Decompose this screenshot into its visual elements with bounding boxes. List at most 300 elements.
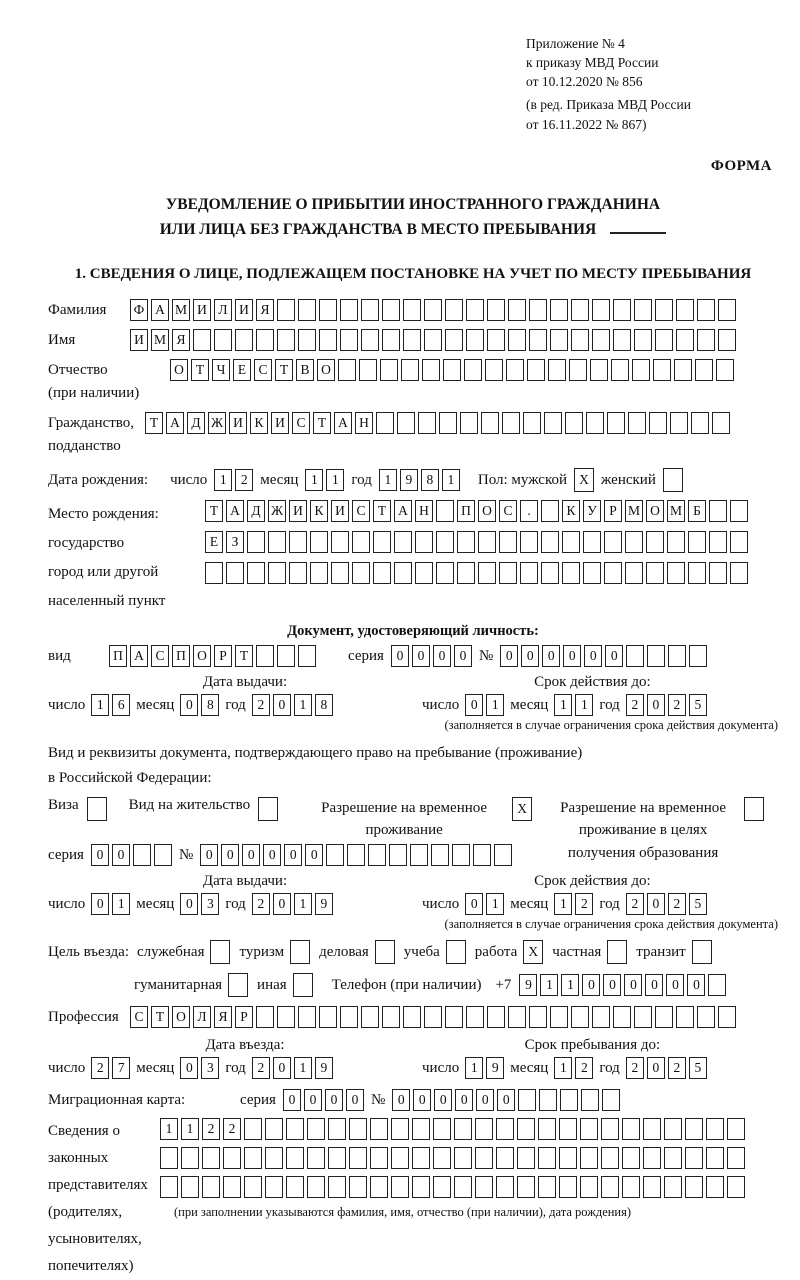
char-cell xyxy=(541,500,559,522)
char-cell xyxy=(565,412,583,434)
char-cell: Т xyxy=(205,500,223,522)
char-cell: Р xyxy=(604,500,622,522)
year-label: год xyxy=(225,895,246,912)
char-cell xyxy=(718,329,736,351)
representatives-boxes-block xyxy=(160,1118,745,1220)
char-cell: 0 xyxy=(242,844,260,866)
char-cell xyxy=(193,329,211,351)
char-cell xyxy=(559,1147,577,1169)
char-cell xyxy=(607,940,627,964)
char-cell: 9 xyxy=(315,893,333,915)
temp-permit-label: Разрешение на временное проживание xyxy=(321,799,488,839)
char-cell: 0 xyxy=(500,645,518,667)
char-cell xyxy=(653,359,671,381)
char-cell xyxy=(256,1006,274,1028)
char-cell xyxy=(634,1006,652,1028)
char-cell xyxy=(685,1118,703,1140)
purpose-option: работа X xyxy=(475,940,544,964)
appendix-line: от 10.12.2020 № 856 xyxy=(526,74,643,90)
representatives-boxes-row3 xyxy=(160,1176,745,1198)
issue-day-boxes xyxy=(91,694,130,716)
citizenship-label: Гражданство, подданство xyxy=(48,415,135,455)
char-cell xyxy=(394,562,412,584)
char-cell xyxy=(380,359,398,381)
month-label: месяц xyxy=(136,895,175,912)
char-cell: Т xyxy=(373,500,391,522)
char-cell: З xyxy=(226,531,244,553)
char-cell xyxy=(289,562,307,584)
char-cell: 0 xyxy=(497,1089,515,1111)
char-cell xyxy=(664,1118,682,1140)
char-cell xyxy=(496,1118,514,1140)
char-cell xyxy=(443,359,461,381)
char-cell xyxy=(436,562,454,584)
char-cell: 1 xyxy=(554,1057,572,1079)
entry-year-boxes xyxy=(252,1057,333,1079)
char-cell: М xyxy=(625,500,643,522)
section1-title: 1. СВЕДЕНИЯ О ЛИЦЕ, ПОДЛЕЖАЩЕМ ПОСТАНОВКЕ НА УЧЕТ ПО МЕСТУ ПРЕБЫВАНИЯ xyxy=(74,266,752,283)
char-cell xyxy=(370,1176,388,1198)
char-cell xyxy=(667,562,685,584)
citizenship-boxes xyxy=(145,412,730,434)
stay-year-boxes xyxy=(626,1057,707,1079)
char-cell xyxy=(613,1006,631,1028)
char-cell xyxy=(298,329,316,351)
char-cell: О xyxy=(646,500,664,522)
residence-intro2: в Российской Федерации: xyxy=(48,770,212,787)
char-cell: Р xyxy=(235,1006,253,1028)
char-cell: И xyxy=(229,412,247,434)
char-cell: 1 xyxy=(91,694,109,716)
birthdate-row xyxy=(48,468,778,492)
char-cell xyxy=(592,299,610,321)
char-cell xyxy=(352,562,370,584)
char-cell xyxy=(508,329,526,351)
char-cell xyxy=(643,1176,661,1198)
char-cell xyxy=(412,1147,430,1169)
char-cell: М xyxy=(667,500,685,522)
birthplace-boxes-block xyxy=(205,500,748,584)
char-cell xyxy=(436,531,454,553)
char-cell xyxy=(268,562,286,584)
valid-day-boxes xyxy=(465,893,504,915)
char-cell xyxy=(560,1089,578,1111)
char-cell xyxy=(592,329,610,351)
char-cell xyxy=(389,844,407,866)
identity-series-label: серия xyxy=(348,647,384,664)
char-cell xyxy=(412,1176,430,1198)
char-cell xyxy=(154,844,172,866)
temp-permit-checkbox xyxy=(512,797,532,821)
char-cell xyxy=(352,531,370,553)
char-cell xyxy=(307,1147,325,1169)
char-cell xyxy=(452,844,470,866)
profession-row xyxy=(48,1006,778,1029)
char-cell: 0 xyxy=(666,974,684,996)
char-cell: С xyxy=(130,1006,148,1028)
char-cell xyxy=(391,1118,409,1140)
char-cell xyxy=(466,299,484,321)
migration-series-label: серия xyxy=(240,1091,276,1108)
char-cell xyxy=(228,973,248,997)
sex-male-checkbox xyxy=(574,468,594,492)
char-cell: О xyxy=(170,359,188,381)
year-label: год xyxy=(599,696,620,713)
char-cell xyxy=(349,1147,367,1169)
char-cell xyxy=(244,1118,262,1140)
entry-day-boxes xyxy=(91,1057,130,1079)
char-cell xyxy=(592,1006,610,1028)
char-cell: 1 xyxy=(465,1057,483,1079)
char-cell: 2 xyxy=(668,694,686,716)
char-cell: 0 xyxy=(263,844,281,866)
char-cell: 7 xyxy=(112,1057,130,1079)
char-cell xyxy=(494,844,512,866)
char-cell xyxy=(562,531,580,553)
surname-label: Фамилия xyxy=(48,302,107,319)
char-cell: . xyxy=(520,500,538,522)
char-cell xyxy=(433,1118,451,1140)
char-cell xyxy=(223,1176,241,1198)
char-cell xyxy=(622,1147,640,1169)
char-cell xyxy=(590,359,608,381)
title-blank-underline xyxy=(610,232,666,234)
char-cell: П xyxy=(172,645,190,667)
purpose-row1 xyxy=(48,940,778,964)
char-cell xyxy=(496,1176,514,1198)
char-cell xyxy=(247,562,265,584)
form-title-line2: ИЛИ ЛИЦА БЕЗ ГРАЖДАНСТВА В МЕСТО ПРЕБЫВАНИЯ xyxy=(48,218,778,243)
phone-boxes xyxy=(519,974,726,996)
char-cell xyxy=(338,359,356,381)
char-cell xyxy=(706,1118,724,1140)
char-cell xyxy=(373,531,391,553)
char-cell xyxy=(529,299,547,321)
char-cell xyxy=(473,844,491,866)
char-cell xyxy=(538,1118,556,1140)
patronymic-row xyxy=(48,359,778,405)
migration-card-label: Миграционная карта: xyxy=(48,1091,186,1108)
char-cell xyxy=(550,1006,568,1028)
identity-valid-group xyxy=(422,674,707,716)
purpose-option: иная xyxy=(257,973,313,997)
valid-year-boxes xyxy=(626,694,707,716)
char-cell xyxy=(523,412,541,434)
char-cell: 2 xyxy=(668,1057,686,1079)
char-cell: 0 xyxy=(563,645,581,667)
residence-permit-label: Вид на жительство xyxy=(128,796,251,813)
char-cell: И xyxy=(130,329,148,351)
char-cell: 0 xyxy=(647,893,665,915)
char-cell xyxy=(415,531,433,553)
char-cell: М xyxy=(151,329,169,351)
char-cell: 2 xyxy=(235,469,253,491)
char-cell xyxy=(160,1176,178,1198)
char-cell: А xyxy=(394,500,412,522)
edu-permit-checkbox xyxy=(744,797,764,821)
char-cell xyxy=(613,299,631,321)
char-cell xyxy=(691,412,709,434)
char-cell xyxy=(559,1176,577,1198)
char-cell xyxy=(667,531,685,553)
char-cell xyxy=(331,562,349,584)
char-cell xyxy=(133,844,151,866)
char-cell xyxy=(277,299,295,321)
char-cell: Ж xyxy=(208,412,226,434)
purpose-checkbox xyxy=(607,940,627,964)
profession-label: Профессия xyxy=(48,1009,119,1026)
representatives-hint: (при заполнении указываются фамилия, имя, отчество (при наличии), дата рождения) xyxy=(174,1205,632,1220)
char-cell: 0 xyxy=(112,844,130,866)
char-cell xyxy=(258,797,278,821)
char-cell xyxy=(663,468,683,492)
char-cell xyxy=(466,329,484,351)
char-cell xyxy=(340,329,358,351)
char-cell xyxy=(506,359,524,381)
char-cell: С xyxy=(499,500,517,522)
char-cell xyxy=(460,412,478,434)
char-cell xyxy=(496,1147,514,1169)
char-cell: 1 xyxy=(160,1118,178,1140)
char-cell xyxy=(604,562,622,584)
char-cell: Л xyxy=(214,299,232,321)
char-cell xyxy=(685,1147,703,1169)
char-cell xyxy=(375,940,395,964)
char-cell xyxy=(244,1176,262,1198)
birthdate-day-boxes xyxy=(214,469,253,491)
char-cell xyxy=(401,359,419,381)
phone-prefix: +7 xyxy=(495,976,512,993)
char-cell xyxy=(349,1176,367,1198)
patronymic-boxes xyxy=(170,359,734,381)
year-label: год xyxy=(599,1059,620,1076)
char-cell: В xyxy=(296,359,314,381)
char-cell: 0 xyxy=(200,844,218,866)
char-cell xyxy=(277,1006,295,1028)
char-cell: И xyxy=(271,412,289,434)
char-cell: 2 xyxy=(575,1057,593,1079)
char-cell xyxy=(340,299,358,321)
month-label: месяц xyxy=(510,696,549,713)
char-cell: 8 xyxy=(201,694,219,716)
char-cell: С xyxy=(151,645,169,667)
form-title xyxy=(48,193,778,243)
char-cell: 0 xyxy=(542,645,560,667)
char-cell: 0 xyxy=(603,974,621,996)
appendix-block xyxy=(526,34,778,134)
char-cell xyxy=(331,531,349,553)
char-cell xyxy=(517,1118,535,1140)
char-cell xyxy=(454,1176,472,1198)
char-cell xyxy=(445,329,463,351)
issue-year-boxes xyxy=(252,694,333,716)
char-cell xyxy=(676,299,694,321)
char-cell xyxy=(499,531,517,553)
birthdate-label: Дата рождения: xyxy=(48,471,149,488)
char-cell: 0 xyxy=(434,1089,452,1111)
char-cell: 0 xyxy=(433,645,451,667)
char-cell: Л xyxy=(193,1006,211,1028)
char-cell: П xyxy=(457,500,475,522)
char-cell xyxy=(571,329,589,351)
char-cell xyxy=(529,1006,547,1028)
char-cell xyxy=(709,562,727,584)
char-cell xyxy=(611,359,629,381)
char-cell xyxy=(664,1147,682,1169)
char-cell: X xyxy=(574,468,594,492)
char-cell: 1 xyxy=(181,1118,199,1140)
char-cell xyxy=(695,359,713,381)
char-cell xyxy=(548,359,566,381)
forma-label: ФОРМА xyxy=(710,157,772,174)
purpose-option: учеба xyxy=(404,940,466,964)
edu-permit-label: Разрешение на временное проживание в целях получения образования xyxy=(560,799,727,861)
char-cell xyxy=(446,940,466,964)
char-cell: 0 xyxy=(647,694,665,716)
char-cell xyxy=(668,645,686,667)
year-label: год xyxy=(225,1059,246,1076)
char-cell: 9 xyxy=(519,974,537,996)
identity-issue-group xyxy=(48,674,386,716)
char-cell: X xyxy=(512,797,532,821)
birthplace-boxes-row1 xyxy=(205,500,748,522)
char-cell: А xyxy=(166,412,184,434)
char-cell xyxy=(527,359,545,381)
birthplace-boxes-row2 xyxy=(205,531,748,553)
visa-label: Виза xyxy=(48,796,79,813)
char-cell xyxy=(583,562,601,584)
char-cell: 2 xyxy=(91,1057,109,1079)
month-label: месяц xyxy=(510,1059,549,1076)
appendix-line: к приказу МВД России xyxy=(526,55,659,71)
char-cell: 0 xyxy=(647,1057,665,1079)
char-cell: 0 xyxy=(584,645,602,667)
char-cell xyxy=(550,299,568,321)
char-cell xyxy=(277,329,295,351)
char-cell: 9 xyxy=(400,469,418,491)
char-cell xyxy=(286,1176,304,1198)
char-cell xyxy=(445,299,463,321)
char-cell: 0 xyxy=(180,893,198,915)
char-cell: 1 xyxy=(326,469,344,491)
char-cell xyxy=(581,1089,599,1111)
char-cell xyxy=(361,329,379,351)
char-cell: Б xyxy=(688,500,706,522)
char-cell: 0 xyxy=(284,844,302,866)
char-cell xyxy=(418,412,436,434)
residence-dates xyxy=(48,873,778,915)
representatives-boxes-row2 xyxy=(160,1147,745,1169)
day-label: число xyxy=(48,696,86,713)
char-cell: Ч xyxy=(212,359,230,381)
char-cell: Я xyxy=(256,299,274,321)
char-cell xyxy=(718,299,736,321)
edition-line: от 16.11.2022 № 867) xyxy=(526,116,647,132)
char-cell xyxy=(676,329,694,351)
char-cell: 2 xyxy=(252,694,270,716)
day-label: число xyxy=(422,895,460,912)
char-cell xyxy=(433,1147,451,1169)
char-cell: Я xyxy=(172,329,190,351)
char-cell: Д xyxy=(247,500,265,522)
char-cell xyxy=(688,562,706,584)
char-cell: Ж xyxy=(268,500,286,522)
char-cell: 1 xyxy=(305,469,323,491)
stay-until-group xyxy=(422,1037,707,1079)
char-cell xyxy=(454,1118,472,1140)
representatives-boxes-row1 xyxy=(160,1118,745,1140)
char-cell xyxy=(403,1006,421,1028)
char-cell xyxy=(310,531,328,553)
identity-dates xyxy=(48,674,778,716)
char-cell xyxy=(376,412,394,434)
char-cell: 0 xyxy=(687,974,705,996)
migration-card-row xyxy=(48,1089,778,1111)
char-cell xyxy=(347,844,365,866)
char-cell xyxy=(235,329,253,351)
year-label: год xyxy=(599,895,620,912)
char-cell xyxy=(607,412,625,434)
char-cell: 1 xyxy=(554,893,572,915)
char-cell xyxy=(478,562,496,584)
char-cell xyxy=(160,1147,178,1169)
day-label: число xyxy=(422,696,460,713)
char-cell xyxy=(202,1176,220,1198)
surname-boxes xyxy=(130,299,736,321)
char-cell xyxy=(538,1147,556,1169)
validity-hint: (заполняется в случае ограничения срока действия документа) xyxy=(444,917,778,932)
char-cell xyxy=(464,359,482,381)
char-cell: Т xyxy=(275,359,293,381)
char-cell: И xyxy=(193,299,211,321)
char-cell xyxy=(643,1147,661,1169)
char-cell xyxy=(517,1147,535,1169)
residence-valid-group xyxy=(422,873,707,915)
char-cell: Я xyxy=(214,1006,232,1028)
char-cell xyxy=(520,562,538,584)
char-cell: 0 xyxy=(455,1089,473,1111)
stay-title: Срок пребывания до: xyxy=(524,1037,661,1054)
char-cell xyxy=(643,1118,661,1140)
char-cell xyxy=(727,1147,745,1169)
char-cell xyxy=(730,531,748,553)
char-cell xyxy=(410,844,428,866)
purpose-checkbox xyxy=(523,940,543,964)
char-cell xyxy=(298,1006,316,1028)
char-cell: 0 xyxy=(273,1057,291,1079)
char-cell xyxy=(586,412,604,434)
char-cell xyxy=(310,562,328,584)
char-cell: О xyxy=(478,500,496,522)
purpose-checkbox xyxy=(375,940,395,964)
char-cell: 2 xyxy=(252,1057,270,1079)
residence-series-boxes xyxy=(91,844,172,866)
validity-hint: (заполняется в случае ограничения срока действия документа) xyxy=(444,718,778,733)
birthplace-label: Место рождения: государство город или другой населенный пункт xyxy=(48,506,166,610)
char-cell xyxy=(368,844,386,866)
char-cell: 1 xyxy=(214,469,232,491)
residence-permit-checkbox xyxy=(258,797,278,821)
firstname-row xyxy=(48,329,778,352)
char-cell xyxy=(265,1147,283,1169)
char-cell xyxy=(361,299,379,321)
char-cell xyxy=(647,645,665,667)
char-cell xyxy=(293,973,313,997)
edition-line: (в ред. Приказа МВД России xyxy=(526,97,691,113)
char-cell: К xyxy=(250,412,268,434)
char-cell: 1 xyxy=(575,694,593,716)
char-cell xyxy=(649,412,667,434)
